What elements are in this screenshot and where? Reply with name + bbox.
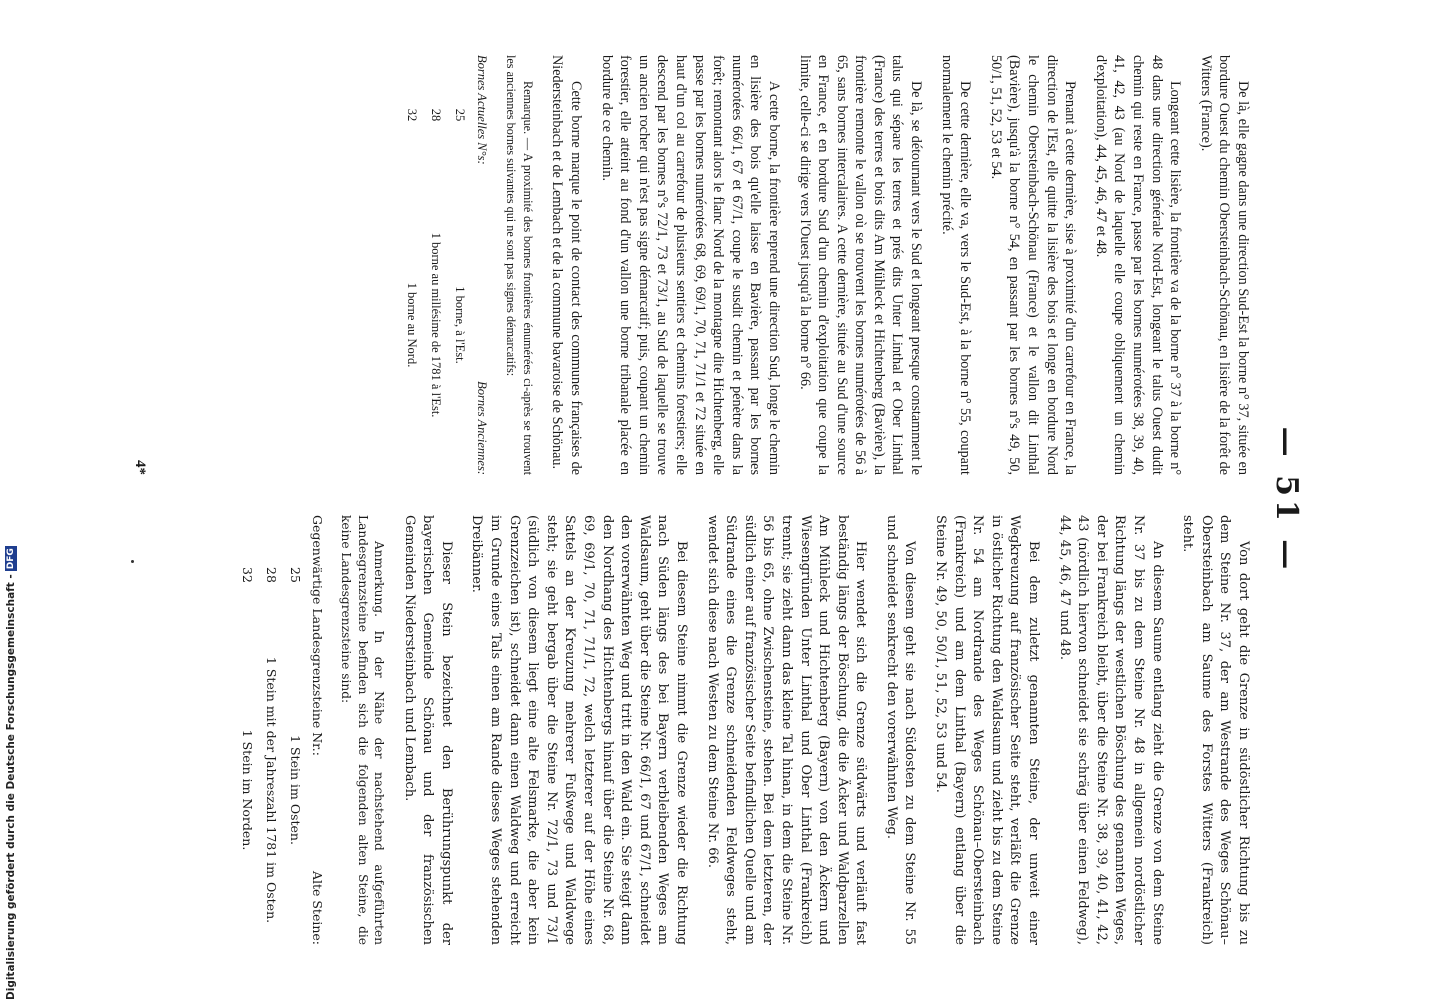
stone-description: 1 Stein mit der Jahreszahl 1781 im Osten.: [263, 656, 279, 924]
german-paragraph: Dieser Stein bezeichnet den Berührungspunkt der bayerischen Gemeinde Schönau und der französischen Gemeinden Niedersteinbach und Lembach.: [401, 515, 454, 945]
french-stones-header: [472, 55, 491, 475]
french-stone-row: [404, 55, 420, 475]
french-paragraph: De là, se détournant vers le Sud et longeant presque constamment le talus qui sépare les terres et prés dits Unter Linthal et Ober Linthal (France) des terres et bois dits Am Mühleck et Hichtenberg (Bavière), la frontière remonte le vallon où se trouvent les bornes numérotées de 56 à 65, sans bornes intercalaires. A cette dernière, située au Sud d'une source en France, et en bordure Sud d'un chemin d'exploitation que coupe la limite, celle-ci se dirige vers l'Ouest jusqu'à la borne n° 66.: [796, 55, 925, 475]
german-paragraph: Von diesem geht sie nach Südosten zu dem Steine Nr. 55 und schneidet senkrecht den vorerwähnten Weg.: [883, 515, 918, 945]
french-remark: Remarque. — A proximité des bornes frontières énumérées ci-après se trouvent les anciennes bornes suivantes qui ne sont pas signes démarcatifs:: [504, 55, 535, 475]
french-head-current: Bornes Actuelles N°s:: [474, 55, 489, 165]
signature-mark: 4*: [132, 460, 148, 475]
french-stone-row: [452, 55, 468, 475]
french-paragraph: Cette borne marque le point de contact des communes françaises de Niedersteinbach et de Lembach et de la commune bavaroise de Schönau.: [549, 55, 584, 475]
digitization-credit: [3, 548, 19, 1000]
german-stone-row: [287, 515, 303, 945]
stone-number: 25: [287, 567, 303, 583]
german-paragraph: Bei dem zuletzt genannten Steine, der unweit einer Wegkreuzung auf französischer Seite steht, verläßt die Grenze in östlicher Richtung den Waldsaum und zieht bis zu dem Steine Nr. 54 am Nordrande des Weges Schönau–Obersteinbach (Frankreich) und am dem Linthal (Bayern) entlang über die Steine Nr. 49, 50, 50/1, 51, 52, 53 und 54.: [933, 515, 1042, 945]
credit-text: Digitalisierung gefördert durch die Deutsche Forschungsgemeinschaft -: [5, 574, 17, 1000]
german-paragraph: Hier wendet sich die Grenze südwärts und verläuft fast beständig längs der Böschung, die die Äcker und Waldparzellen Am Mühleck und Hichtenberg (Bayern) von den Äckern und Wiesengründen Unter Linthal und Ober Linthal (Frankreich) trennt; sie zieht dann das kleine Tal hinan, in dem die Steine Nr. 56 bis 65, ohne Zwischensteine, stehen. Bei dem letzteren, der südlich einer auf französischer Seite befindlichen Quelle und am Südrande eines die Grenze schneidenden Feldweges steht, wendet sich diese nach Westen zu dem Steine Nr. 66.: [704, 515, 869, 945]
page-number-header: — 51 —: [1269, 426, 1304, 574]
french-paragraph: Longeant cette lisière, la frontière va de la borne n° 37 à la borne n° 48 dans une direction générale Nord-Est, longeant le talus Ouest dudit chemin qui reste en France, passe par les bornes numérotées 38, 39, 40, 41, 42, 43 (au Nord de laquelle elle coupe obliquement un chemin d'exploitation), 44, 45, 46, 47 et 48.: [1092, 55, 1184, 475]
scan-speck: [131, 560, 134, 563]
german-column: [92, 515, 1252, 945]
stone-number: 28: [263, 567, 279, 583]
stone-number: 25: [453, 108, 468, 122]
french-head-old: Bornes Anciennes:: [474, 381, 489, 475]
french-paragraph: De là, elle gagne dans une direction Sud-Est la borne n° 37, située en bordure Ouest du chemin Obersteinbach-Schönau, en lisière de la forêt de Witters (France).: [1197, 55, 1251, 475]
german-head-old: Alte Steine:: [309, 870, 325, 945]
german-stones-header: [307, 515, 326, 945]
german-remark: Anmerkung. In der Nähe der nachstehend aufgeführten Landesgrenzsteine befinden sich die folgenden alten Steine, die keine Landesgrenzsteine sind:: [339, 515, 387, 945]
german-stone-row: [239, 515, 255, 945]
dfg-logo: DFG: [6, 548, 16, 570]
german-paragraph: An diesem Saume entlang zieht die Grenze von dem Steine Nr. 37 bis zu dem Steine Nr. 48 in allgemein nordöstlicher Richtung längs der westlichen Böschung des genannten Weges, der bei Frankreich bleibt, über die Steine Nr. 38, 39, 40, 41, 42, 43 (nördlich hiervon schneidet sie schräg über einen Feldweg), 44, 45, 46, 47 und 48.: [1056, 515, 1165, 945]
stone-number: 32: [405, 108, 420, 122]
stone-description: 1 Stein im Osten.: [287, 735, 303, 845]
german-head-current: Gegenwärtige Landesgrenzsteine Nr.:: [309, 515, 325, 756]
stone-description: 1 borne, à l'Est.: [453, 286, 468, 364]
german-stone-row: [263, 515, 279, 945]
stone-description: 1 borne au Nord.: [405, 282, 420, 368]
stone-number: 28: [429, 108, 444, 122]
french-column: [92, 55, 1252, 475]
german-paragraph: Bei diesem Steine nimmt die Grenze wieder die Richtung nach Süden längs des bei Bayern verbleibenden Weges am Waldsaum, geht über die Steine Nr. 66/1, 67 und 67/1, schneidet den vorerwähnten Weg und tritt in den Wald ein. Sie steigt dann den Nordhang des Hichtenbergs hinauf über die Steine Nr. 68, 69, 69/1, 70, 71, 71/1, 72, welch letzterer auf der Höhe eines Sattels an der Kreuzung mehrerer Fußwege und Waldwege steht; sie geht bergab über die Steine Nr. 72/1, 73 und 73/1 (südlich von diesem liegt eine alte Felsmarke, die aber kein Grenzzeichen ist), schneidet dann einen Waldweg und erreicht im Grunde eines Tals einen am Rande dieses Weges stehenden Dreibänner.: [469, 515, 689, 945]
stone-description: 1 Stein im Norden.: [239, 729, 255, 851]
german-paragraph: Von dort geht die Grenze in südöstlicher Richtung bis zu dem Steine Nr. 37, der am Westrande des Weges Schönau–Obersteinbach am Saume des Forstes Witters (Frankreich) steht.: [1180, 515, 1251, 945]
stone-number: 32: [239, 567, 255, 583]
french-paragraph: De cette dernière, elle va, vers le Sud-Est, à la borne n° 55, coupant normalement le chemin précité.: [938, 55, 974, 475]
french-paragraph: A cette borne, la frontière reprend une direction Sud, longe le chemin en lisière des bois qu'elle laisse en Bavière, passant par les bornes numérotées 66/1, 67 et 67/1, coupe le susdit chemin et pénètre dans la forêt; remontant alors le flanc Nord de la montagne dite Hichtenberg, elle passe par les bornes numérotées 68, 69, 69/1, 70, 71, 71/1 et 72 située en haut d'un col au carrefour de plusieurs sentiers et chemins forestiers; elle descend par les bornes n°s 72/1, 73 et 73/1, au Sud de laquelle se trouve un ancien rocher qui n'est pas signe démarcatif; puis, coupant un chemin forestier, elle atteint au fond d'un vallon une borne tribanale placée en bordure de ce chemin.: [598, 55, 782, 475]
french-stone-row: [428, 55, 444, 475]
stone-description: 1 borne au millésime de 1781 à l'Est.: [429, 232, 444, 418]
french-paragraph: Prenant à cette dernière, sise à proximité d'un carrefour en France, la direction de l'Est, elle quitte la lisière des bois et longe en bordure Nord le chemin Obersteinbach-Schönau (France) et le vallon dit Linthal (Bavière), jusqu'à la borne n° 54, en passant par les bornes n°s 49, 50, 50/1, 51, 52, 53 et 54.: [987, 55, 1079, 475]
